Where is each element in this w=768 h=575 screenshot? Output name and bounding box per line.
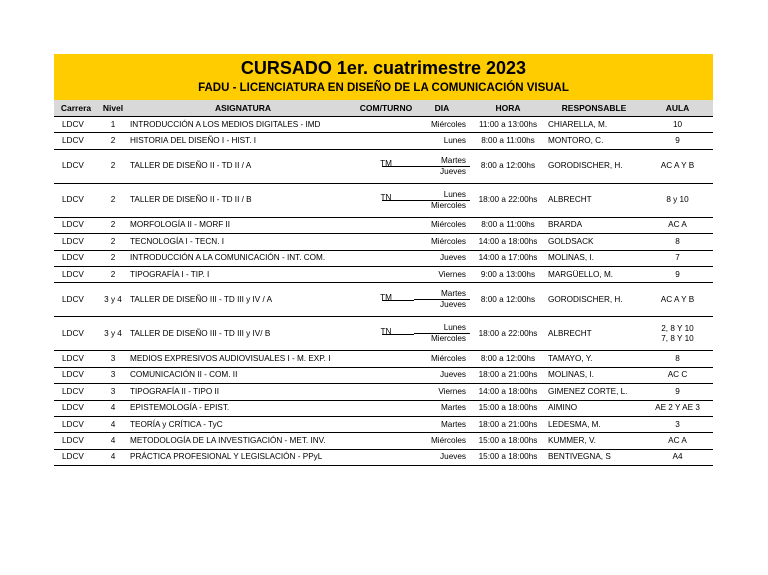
dia-cell	[414, 283, 470, 317]
asignatura-cell: TEORÍA y CRÍTICA - TyC	[128, 416, 358, 432]
hora-cell: 15:00 a 18:00hs	[470, 433, 546, 449]
turno-cell	[358, 351, 414, 367]
schedule-sheet	[54, 54, 713, 466]
hora-cell: 8:00 a 12:00hs	[470, 351, 546, 367]
table-row	[54, 367, 713, 383]
aula-cell: 10	[642, 117, 713, 133]
nivel-cell: 4	[98, 400, 128, 416]
hora-cell: 14:00 a 17:00hs	[470, 250, 546, 266]
aula-cell: 8	[642, 234, 713, 250]
responsable-cell: BRARDA	[546, 217, 642, 233]
header-row	[54, 100, 713, 117]
table-row	[54, 234, 713, 250]
turno-divider	[358, 326, 414, 339]
responsable-cell: MOLINAS, I.	[546, 367, 642, 383]
turno-cell	[358, 117, 414, 133]
nivel-cell: 2	[98, 149, 128, 183]
nivel-cell: 4	[98, 416, 128, 432]
dia-cell: Jueves	[414, 449, 470, 465]
header-asignatura: ASIGNATURA	[128, 100, 358, 117]
aula-cell: 8 y 10	[642, 183, 713, 217]
hora-cell: 8:00 a 11:00hs	[470, 217, 546, 233]
turno-label: TM	[380, 292, 392, 302]
aula-cell: 9	[642, 384, 713, 400]
aula-label: 7, 8 Y 10	[661, 333, 694, 343]
responsable-cell: GOLDSACK	[546, 234, 642, 250]
turno-cell	[358, 384, 414, 400]
aula-label: 2, 8 Y 10	[661, 323, 694, 333]
responsable-cell: KUMMER, V.	[546, 433, 642, 449]
responsable-cell: ALBRECHT	[546, 317, 642, 351]
carrera-cell: LDCV	[54, 367, 98, 383]
hora-cell: 18:00 a 22:00hs	[470, 317, 546, 351]
header-hora: HORA	[470, 100, 546, 117]
asignatura-cell: MORFOLOGÍA II - MORF II	[128, 217, 358, 233]
nivel-cell: 2	[98, 250, 128, 266]
aula-cell: AC A	[642, 217, 713, 233]
nivel-cell: 2	[98, 234, 128, 250]
table-row	[54, 449, 713, 465]
dia-label: Jueves	[414, 166, 470, 177]
hora-cell: 14:00 a 18:00hs	[470, 234, 546, 250]
schedule-table	[54, 100, 713, 466]
aula-cell: AC A Y B	[642, 283, 713, 317]
dia-cell: Jueves	[414, 367, 470, 383]
asignatura-cell: PRÁCTICA PROFESIONAL Y LEGISLACIÓN - PPyL	[128, 449, 358, 465]
dia-label: Lunes	[443, 189, 466, 199]
nivel-cell: 1	[98, 117, 128, 133]
turno-cell	[358, 317, 414, 351]
table-row	[54, 317, 713, 351]
responsable-cell: GIMENEZ CORTE, L.	[546, 384, 642, 400]
hora-cell: 8:00 a 12:00hs	[470, 283, 546, 317]
carrera-cell: LDCV	[54, 266, 98, 282]
asignatura-cell: TECNOLOGÍA I - TECN. I	[128, 234, 358, 250]
table-row	[54, 149, 713, 183]
turno-cell	[358, 400, 414, 416]
header-turno: COM/TURNO	[358, 100, 414, 117]
turno-cell	[358, 367, 414, 383]
carrera-cell: LDCV	[54, 217, 98, 233]
responsable-cell: CHIARELLA, M.	[546, 117, 642, 133]
asignatura-cell: INTRODUCCIÓN A LA COMUNICACIÓN - INT. COM.	[128, 250, 358, 266]
aula-cell: 7	[642, 250, 713, 266]
nivel-cell: 4	[98, 449, 128, 465]
asignatura-cell: COMUNICACIÓN II - COM. II	[128, 367, 358, 383]
hora-cell: 18:00 a 22:00hs	[470, 183, 546, 217]
responsable-cell: GORODISCHER, H.	[546, 283, 642, 317]
nivel-cell: 3 y 4	[98, 283, 128, 317]
responsable-cell: GORODISCHER, H.	[546, 149, 642, 183]
dia-label: Miercoles	[414, 200, 470, 211]
carrera-cell: LDCV	[54, 317, 98, 351]
responsable-cell: MARGÜELLO, M.	[546, 266, 642, 282]
carrera-cell: LDCV	[54, 384, 98, 400]
header-nivel: Nivel	[98, 100, 128, 117]
page-title: CURSADO 1er. cuatrimestre 2023	[240, 58, 527, 78]
page-subtitle: FADU - LICENCIATURA EN DISEÑO DE LA COMUNICACIÓN VISUAL	[198, 82, 569, 94]
table-row	[54, 400, 713, 416]
carrera-cell: LDCV	[54, 351, 98, 367]
aula-cell: 3	[642, 416, 713, 432]
carrera-cell: LDCV	[54, 449, 98, 465]
asignatura-cell: TALLER DE DISEÑO III - TD III y IV/ B	[128, 317, 358, 351]
responsable-cell: BENTIVEGNA, S	[546, 449, 642, 465]
nivel-cell: 4	[98, 433, 128, 449]
header-aula: AULA	[642, 100, 713, 117]
aula-cell: 9	[642, 133, 713, 149]
table-row	[54, 183, 713, 217]
dia-cell: Miércoles	[414, 351, 470, 367]
header-responsable: RESPONSABLE	[546, 100, 642, 117]
nivel-cell: 2	[98, 133, 128, 149]
carrera-cell: LDCV	[54, 250, 98, 266]
table-row	[54, 433, 713, 449]
hora-cell: 14:00 a 18:00hs	[470, 384, 546, 400]
turno-cell	[358, 283, 414, 317]
carrera-cell: LDCV	[54, 416, 98, 432]
table-row	[54, 266, 713, 282]
dia-cell: Miércoles	[414, 117, 470, 133]
table-row	[54, 250, 713, 266]
asignatura-cell: HISTORIA DEL DISEÑO I - HIST. I	[128, 133, 358, 149]
aula-cell: A4	[642, 449, 713, 465]
dia-cell: Viernes	[414, 266, 470, 282]
turno-cell	[358, 183, 414, 217]
dia-cell	[414, 183, 470, 217]
aula-cell: AC A	[642, 433, 713, 449]
turno-cell	[358, 149, 414, 183]
asignatura-cell: INTRODUCCIÓN A LOS MEDIOS DIGITALES - IMD	[128, 117, 358, 133]
hora-cell: 8:00 a 11:00hs	[470, 133, 546, 149]
carrera-cell: LDCV	[54, 117, 98, 133]
table-row	[54, 416, 713, 432]
table-row	[54, 283, 713, 317]
dia-cell: Miércoles	[414, 217, 470, 233]
turno-divider	[358, 161, 414, 171]
dia-label: Jueves	[414, 299, 470, 310]
turno-label: TN	[380, 193, 392, 203]
hora-cell: 18:00 a 21:00hs	[470, 416, 546, 432]
nivel-cell: 2	[98, 183, 128, 217]
hora-cell: 15:00 a 18:00hs	[470, 449, 546, 465]
turno-cell	[358, 250, 414, 266]
turno-cell	[358, 416, 414, 432]
table-row	[54, 117, 713, 133]
carrera-cell: LDCV	[54, 149, 98, 183]
carrera-cell: LDCV	[54, 400, 98, 416]
table-row	[54, 217, 713, 233]
aula-cell: 8	[642, 351, 713, 367]
turno-cell	[358, 234, 414, 250]
asignatura-cell: TALLER DE DISEÑO II - TD II / B	[128, 183, 358, 217]
hora-cell: 11:00 a 13:00hs	[470, 117, 546, 133]
dia-label: Lunes	[443, 323, 466, 333]
title-banner	[54, 54, 713, 100]
responsable-cell: MOLINAS, I.	[546, 250, 642, 266]
responsable-cell: TAMAYO, Y.	[546, 351, 642, 367]
carrera-cell: LDCV	[54, 183, 98, 217]
table-row	[54, 384, 713, 400]
nivel-cell: 3	[98, 367, 128, 383]
turno-label: TM	[380, 159, 392, 169]
turno-divider	[358, 195, 414, 205]
dia-cell	[414, 317, 470, 351]
asignatura-cell: EPISTEMOLOGÍA - EPIST.	[128, 400, 358, 416]
asignatura-cell: TALLER DE DISEÑO III - TD III y IV / A	[128, 283, 358, 317]
responsable-cell: AIMINO	[546, 400, 642, 416]
turno-cell	[358, 217, 414, 233]
dia-cell: Lunes	[414, 133, 470, 149]
dia-cell: Miércoles	[414, 433, 470, 449]
aula-cell: AE 2 Y AE 3	[642, 400, 713, 416]
nivel-cell: 2	[98, 217, 128, 233]
responsable-cell: LEDESMA, M.	[546, 416, 642, 432]
dia-cell: Viernes	[414, 384, 470, 400]
asignatura-cell: MEDIOS EXPRESIVOS AUDIOVISUALES I - M. EXP. I	[128, 351, 358, 367]
asignatura-cell: METODOLOGÍA DE LA INVESTIGACIÓN - MET. INV.	[128, 433, 358, 449]
carrera-cell: LDCV	[54, 433, 98, 449]
carrera-cell: LDCV	[54, 283, 98, 317]
carrera-cell: LDCV	[54, 133, 98, 149]
hora-cell: 8:00 a 12:00hs	[470, 149, 546, 183]
turno-label: TN	[380, 326, 392, 336]
nivel-cell: 3	[98, 351, 128, 367]
table-row	[54, 133, 713, 149]
asignatura-cell: TIPOGRAFÍA II - TIPO II	[128, 384, 358, 400]
hora-cell: 15:00 a 18:00hs	[470, 400, 546, 416]
nivel-cell: 2	[98, 266, 128, 282]
table-row	[54, 351, 713, 367]
nivel-cell: 3 y 4	[98, 317, 128, 351]
aula-cell	[642, 317, 713, 351]
turno-cell	[358, 449, 414, 465]
turno-divider	[358, 292, 414, 305]
dia-cell: Jueves	[414, 250, 470, 266]
hora-cell: 18:00 a 21:00hs	[470, 367, 546, 383]
aula-cell: 9	[642, 266, 713, 282]
aula-cell: AC A Y B	[642, 149, 713, 183]
dia-cell	[414, 149, 470, 183]
dia-cell: Martes	[414, 400, 470, 416]
turno-cell	[358, 433, 414, 449]
turno-cell	[358, 266, 414, 282]
header-dia: DIA	[414, 100, 470, 117]
turno-cell	[358, 133, 414, 149]
nivel-cell: 3	[98, 384, 128, 400]
asignatura-cell: TIPOGRAFÍA I - TIP. I	[128, 266, 358, 282]
carrera-cell: LDCV	[54, 234, 98, 250]
responsable-cell: MONTORO, C.	[546, 133, 642, 149]
hora-cell: 9:00 a 13:00hs	[470, 266, 546, 282]
dia-label: Miercoles	[414, 333, 470, 344]
header-carrera: Carrera	[54, 100, 98, 117]
responsable-cell: ALBRECHT	[546, 183, 642, 217]
dia-label: Martes	[440, 289, 466, 299]
dia-cell: Martes	[414, 416, 470, 432]
dia-cell: Miércoles	[414, 234, 470, 250]
asignatura-cell: TALLER DE DISEÑO II - TD II / A	[128, 149, 358, 183]
aula-cell: AC C	[642, 367, 713, 383]
dia-label: Martes	[440, 155, 466, 165]
